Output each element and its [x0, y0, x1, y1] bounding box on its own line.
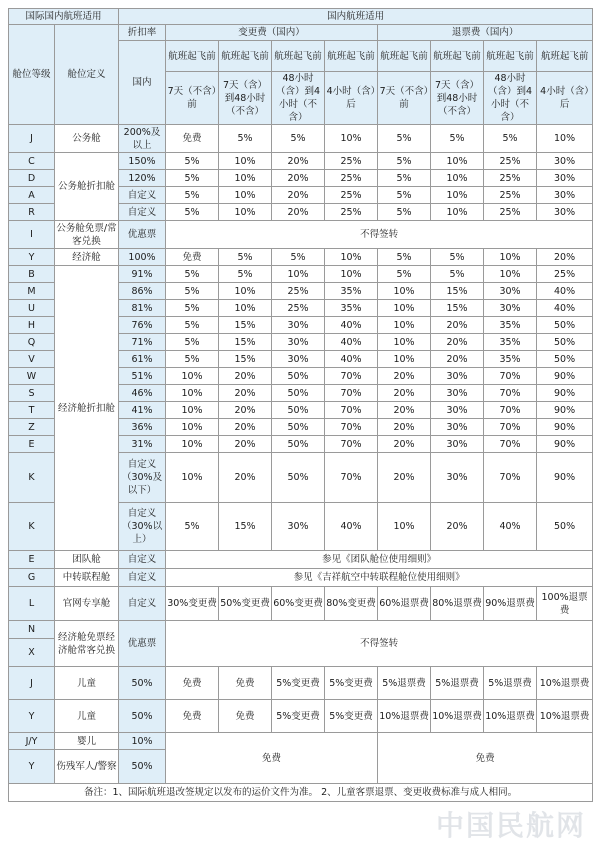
- class-definition: 经济舱免票经济舱常客兑换: [55, 621, 119, 667]
- fee-cell: 90%: [537, 453, 593, 503]
- discount-rate-header: 折扣率: [119, 25, 166, 41]
- fee-cell: 20%: [378, 419, 431, 436]
- fee-cell: 20%: [378, 453, 431, 503]
- fee-cell: 5%: [166, 266, 219, 283]
- fee-cell: 90%: [537, 436, 593, 453]
- fee-cell: 20%: [378, 436, 431, 453]
- fee-cell: 35%: [484, 351, 537, 368]
- period-48h-to-4h: 48小时（含）到4小时（不含）: [484, 72, 537, 125]
- fee-cell: 15%: [219, 317, 272, 334]
- fee-cell: 30%: [431, 385, 484, 402]
- fee-cell: 50%变更费: [219, 587, 272, 621]
- class-definition: 团队舱: [55, 551, 119, 569]
- fee-cell: 30%: [272, 351, 325, 368]
- fee-cell: 25%: [272, 300, 325, 317]
- fee-cell: 50%: [272, 436, 325, 453]
- before-departure-label: 航班起飞前: [378, 41, 431, 72]
- discount-rate: 31%: [119, 436, 166, 453]
- class-code: J: [9, 667, 55, 700]
- class-code: W: [9, 368, 55, 385]
- fare-rules-table: [8, 8, 593, 802]
- fee-cell: 60%变更费: [272, 587, 325, 621]
- fee-cell: 20%: [431, 351, 484, 368]
- discount-rate: 自定义: [119, 204, 166, 221]
- fee-cell: 30%: [537, 153, 593, 170]
- fee-cell: 20%: [378, 385, 431, 402]
- class-code: J/Y: [9, 733, 55, 750]
- period-48h-to-4h: 48小时（含）到4小时（不含）: [272, 72, 325, 125]
- fee-cell: 70%: [484, 419, 537, 436]
- fee-cell: 40%: [537, 300, 593, 317]
- fee-cell: 20%: [272, 153, 325, 170]
- fee-cell: 5%: [272, 249, 325, 266]
- discount-rate: 100%: [119, 249, 166, 266]
- fee-cell: 30%: [431, 402, 484, 419]
- discount-rate: 81%: [119, 300, 166, 317]
- period-7days-plus: 7天（不含）前: [378, 72, 431, 125]
- fee-cell: 5%: [272, 125, 325, 153]
- fee-cell: 100%退票费: [537, 587, 593, 621]
- fee-cell: 15%: [219, 334, 272, 351]
- fee-cell: 5%: [378, 266, 431, 283]
- discount-rate: 50%: [119, 667, 166, 700]
- fee-cell: 25%: [484, 170, 537, 187]
- class-definition: 儿童: [55, 700, 119, 733]
- discount-rate: 86%: [119, 283, 166, 300]
- group-rules-reference: 参见《团队舱位使用细则》: [166, 551, 593, 569]
- fee-cell: 70%: [484, 436, 537, 453]
- fee-cell: 20%: [219, 385, 272, 402]
- fee-cell: 10%: [431, 153, 484, 170]
- fee-cell: 10%: [219, 283, 272, 300]
- before-departure-label: 航班起飞前: [272, 41, 325, 72]
- class-definition: 官网专享舱: [55, 587, 119, 621]
- fee-cell: 5%: [166, 317, 219, 334]
- class-code-header: 舱位等级: [9, 25, 55, 125]
- fee-cell: 20%: [219, 453, 272, 503]
- fee-cell: 10%: [325, 249, 378, 266]
- fee-cell: 25%: [537, 266, 593, 283]
- fee-cell: 10%: [325, 125, 378, 153]
- fee-cell: 50%: [537, 503, 593, 551]
- class-definition-header: 舱位定义: [55, 25, 119, 125]
- before-departure-label: 航班起飞前: [166, 41, 219, 72]
- fee-cell: 免费: [219, 667, 272, 700]
- fee-cell: 10%: [166, 419, 219, 436]
- before-departure-label: 航班起飞前: [537, 41, 593, 72]
- fee-cell: 30%: [272, 317, 325, 334]
- fee-cell: 50%: [272, 453, 325, 503]
- period-4h-after: 4小时（含）后: [325, 72, 378, 125]
- fee-cell: 25%: [325, 204, 378, 221]
- fee-cell: 5%: [166, 300, 219, 317]
- fee-cell: 60%退票费: [378, 587, 431, 621]
- class-definition: 婴儿: [55, 733, 119, 750]
- fee-cell: 90%: [537, 402, 593, 419]
- class-definition: 伤残军人/警察: [55, 750, 119, 784]
- class-code: E: [9, 436, 55, 453]
- fee-cell: 40%: [537, 283, 593, 300]
- fee-cell: 5%变更费: [325, 667, 378, 700]
- discount-rate: 自定义（30%及以下）: [119, 453, 166, 503]
- fee-cell: 5%: [166, 283, 219, 300]
- fee-cell: 25%: [325, 187, 378, 204]
- change-free-text: 免费: [166, 733, 378, 784]
- fee-cell: 免费: [166, 667, 219, 700]
- fee-cell: 5%: [166, 170, 219, 187]
- discount-rate: 50%: [119, 700, 166, 733]
- fee-cell: 5%: [378, 170, 431, 187]
- class-definition: 公务舱折扣舱: [55, 153, 119, 221]
- fee-cell: 20%: [219, 402, 272, 419]
- fee-cell: 20%: [219, 419, 272, 436]
- fee-cell: 10%退票费: [378, 700, 431, 733]
- class-code: X: [9, 639, 55, 667]
- class-code: K: [9, 503, 55, 551]
- fee-cell: 90%: [537, 419, 593, 436]
- class-definition: 公务舱免票/常客兑换: [56, 222, 117, 247]
- fee-cell: 20%: [272, 170, 325, 187]
- fee-cell: 25%: [325, 153, 378, 170]
- fee-cell: 50%: [537, 351, 593, 368]
- fee-cell: 80%变更费: [325, 587, 378, 621]
- class-code: I: [9, 221, 55, 249]
- class-code: J: [9, 125, 55, 153]
- fee-cell: 10%退票费: [431, 700, 484, 733]
- fee-cell: 80%退票费: [431, 587, 484, 621]
- fee-cell: 5%: [378, 125, 431, 153]
- fee-cell: 5%变更费: [325, 700, 378, 733]
- class-code: M: [9, 283, 55, 300]
- fee-cell: 10%: [219, 153, 272, 170]
- discount-rate: 自定义: [119, 187, 166, 204]
- class-code: Z: [9, 419, 55, 436]
- fee-cell: 70%: [325, 368, 378, 385]
- fee-cell: 5%: [166, 503, 219, 551]
- fee-cell: 10%: [219, 300, 272, 317]
- fee-cell: 20%: [219, 436, 272, 453]
- fee-cell: 90%: [537, 368, 593, 385]
- fee-cell: 免费: [166, 125, 219, 153]
- discount-rate: 120%: [119, 170, 166, 187]
- fee-cell: 50%: [272, 368, 325, 385]
- fee-cell: 70%: [325, 436, 378, 453]
- class-definition: 经济舱: [55, 249, 119, 266]
- fee-cell: 10%: [219, 187, 272, 204]
- before-departure-label: 航班起飞前: [325, 41, 378, 72]
- fee-cell: 5%: [378, 187, 431, 204]
- fee-cell: 25%: [484, 187, 537, 204]
- period-7days-to-48h: 7天（含）到48小时（不含）: [219, 72, 272, 125]
- fee-cell: 30%: [484, 283, 537, 300]
- fee-cell: 免费: [166, 249, 219, 266]
- fee-cell: 30%: [431, 368, 484, 385]
- discount-rate: 200%及以上: [119, 125, 166, 153]
- class-code: U: [9, 300, 55, 317]
- class-code: G: [9, 569, 55, 587]
- fee-cell: 10%: [219, 170, 272, 187]
- class-definition: 经济舱折扣舱: [55, 266, 119, 551]
- fee-cell: 20%: [219, 368, 272, 385]
- fee-cell: 5%: [166, 351, 219, 368]
- fee-cell: 20%: [378, 368, 431, 385]
- fee-cell: 10%: [219, 204, 272, 221]
- fee-cell: 70%: [325, 419, 378, 436]
- fee-cell: 10%: [378, 334, 431, 351]
- fee-cell: 30%: [537, 170, 593, 187]
- fee-cell: 30%: [484, 300, 537, 317]
- domestic-applicable-header: 国内航班适用: [119, 9, 593, 25]
- class-code: Q: [9, 334, 55, 351]
- class-code: C: [9, 153, 55, 170]
- fee-cell: 40%: [325, 317, 378, 334]
- fee-cell: 10%: [166, 453, 219, 503]
- fee-cell: 免费: [166, 700, 219, 733]
- fee-cell: 10%: [431, 187, 484, 204]
- fee-cell: 10%: [484, 266, 537, 283]
- class-code: V: [9, 351, 55, 368]
- fee-cell: 5%退票费: [484, 667, 537, 700]
- class-code: H: [9, 317, 55, 334]
- fee-cell: 5%: [219, 249, 272, 266]
- fee-cell: 5%: [219, 125, 272, 153]
- period-7days-plus: 7天（不含）前: [166, 72, 219, 125]
- discount-rate: 61%: [119, 351, 166, 368]
- fee-cell: 30%: [537, 187, 593, 204]
- fee-cell: 25%: [484, 153, 537, 170]
- fee-cell: 20%: [378, 402, 431, 419]
- fee-cell: 70%: [484, 368, 537, 385]
- fee-cell: 10%: [166, 385, 219, 402]
- watermark-logo: 中国民航网: [435, 809, 586, 842]
- fee-cell: 70%: [325, 402, 378, 419]
- discount-rate: 51%: [119, 368, 166, 385]
- fee-cell: 35%: [484, 334, 537, 351]
- fee-cell: 40%: [484, 503, 537, 551]
- fee-cell: 10%退票费: [484, 700, 537, 733]
- fee-cell: 5%: [166, 334, 219, 351]
- fee-cell: 70%: [484, 385, 537, 402]
- fee-cell: 90%: [537, 385, 593, 402]
- class-code: K: [9, 453, 55, 503]
- period-7days-to-48h: 7天（含）到48小时（不含）: [431, 72, 484, 125]
- fee-cell: 70%: [484, 453, 537, 503]
- discount-rate: 优惠票: [119, 621, 166, 667]
- fee-cell: 10%: [166, 368, 219, 385]
- fee-cell: 5%退票费: [431, 667, 484, 700]
- fee-cell: 5%: [431, 266, 484, 283]
- fee-cell: 50%: [272, 402, 325, 419]
- class-code: L: [9, 587, 55, 621]
- fee-cell: 30%: [431, 453, 484, 503]
- class-code: A: [9, 187, 55, 204]
- fee-cell: 20%: [431, 503, 484, 551]
- period-4h-after: 4小时（含）后: [537, 72, 593, 125]
- fee-cell: 5%: [484, 125, 537, 153]
- class-code: Y: [9, 700, 55, 733]
- fee-cell: 免费: [219, 700, 272, 733]
- discount-rate: 150%: [119, 153, 166, 170]
- discount-rate: 自定义: [119, 569, 166, 587]
- domestic-label: 国内: [119, 41, 166, 125]
- discount-rate: 自定义: [119, 551, 166, 569]
- fee-cell: 5%: [219, 266, 272, 283]
- class-code: B: [9, 266, 55, 283]
- class-code: R: [9, 204, 55, 221]
- fee-cell: 50%: [272, 385, 325, 402]
- fee-cell: 30%: [272, 503, 325, 551]
- discount-rate: 46%: [119, 385, 166, 402]
- class-code: N: [9, 621, 55, 639]
- fee-cell: 10%: [378, 283, 431, 300]
- fee-cell: 10%: [325, 266, 378, 283]
- change-fee-header: 变更费（国内）: [166, 25, 378, 41]
- fee-cell: 5%: [431, 125, 484, 153]
- fee-cell: 10%: [378, 300, 431, 317]
- discount-rate: 自定义（30%以上）: [119, 503, 166, 551]
- class-code: S: [9, 385, 55, 402]
- before-departure-label: 航班起飞前: [484, 41, 537, 72]
- fee-cell: 10%: [431, 170, 484, 187]
- fee-cell: 25%: [325, 170, 378, 187]
- discount-rate: 36%: [119, 419, 166, 436]
- fee-cell: 40%: [325, 351, 378, 368]
- fee-cell: 30%: [431, 419, 484, 436]
- fee-cell: 35%: [325, 300, 378, 317]
- before-departure-label: 航班起飞前: [219, 41, 272, 72]
- fee-cell: 25%: [484, 204, 537, 221]
- class-code: T: [9, 402, 55, 419]
- class-code: D: [9, 170, 55, 187]
- fee-cell: 50%: [272, 419, 325, 436]
- no-endorsement-text: 不得签转: [166, 221, 593, 249]
- fee-cell: 15%: [431, 283, 484, 300]
- fee-cell: 15%: [219, 503, 272, 551]
- refund-free-text: 免费: [378, 733, 593, 784]
- discount-rate: 自定义: [119, 587, 166, 621]
- fee-cell: 20%: [431, 334, 484, 351]
- fee-cell: 70%: [325, 385, 378, 402]
- fee-cell: 30%: [537, 204, 593, 221]
- fee-cell: 30%: [272, 334, 325, 351]
- fee-cell: 35%: [484, 317, 537, 334]
- transfer-rules-reference: 参见《吉祥航空中转联程舱位使用细则》: [166, 569, 593, 587]
- fee-cell: 30%变更费: [166, 587, 219, 621]
- fee-cell: 5%变更费: [272, 700, 325, 733]
- fee-cell: 10%: [484, 249, 537, 266]
- fee-cell: 10%: [166, 402, 219, 419]
- fee-cell: 10%: [272, 266, 325, 283]
- fee-cell: 10%: [166, 436, 219, 453]
- fee-cell: 20%: [537, 249, 593, 266]
- discount-rate: 优惠票: [119, 221, 166, 249]
- discount-rate: 76%: [119, 317, 166, 334]
- fee-cell: 5%: [378, 249, 431, 266]
- intl-applicable-header: 国际国内航班适用: [9, 9, 119, 25]
- fee-cell: 5%: [378, 204, 431, 221]
- fee-cell: 70%: [484, 402, 537, 419]
- footnote: 备注：1、国际航班退改签规定以发布的运价文件为准。 2、儿童客票退票、变更收费标准与成人相同。: [9, 784, 593, 802]
- discount-rate: 91%: [119, 266, 166, 283]
- before-departure-label: 航班起飞前: [431, 41, 484, 72]
- fee-cell: 10%退票费: [537, 700, 593, 733]
- fee-cell: 15%: [431, 300, 484, 317]
- fee-cell: 90%退票费: [484, 587, 537, 621]
- fee-cell: 10%: [537, 125, 593, 153]
- class-code: Y: [9, 249, 55, 266]
- class-definition: 中转联程舱: [55, 569, 119, 587]
- fee-cell: 50%: [537, 334, 593, 351]
- fee-cell: 10%: [378, 317, 431, 334]
- fee-cell: 5%: [378, 153, 431, 170]
- class-code: Y: [9, 750, 55, 784]
- fee-cell: 10%退票费: [537, 667, 593, 700]
- fee-cell: 5%: [166, 204, 219, 221]
- fee-cell: 70%: [325, 453, 378, 503]
- fee-cell: 10%: [378, 351, 431, 368]
- discount-rate: 50%: [119, 750, 166, 784]
- fee-cell: 30%: [431, 436, 484, 453]
- fee-cell: 25%: [272, 283, 325, 300]
- fee-cell: 50%: [537, 317, 593, 334]
- class-definition: 公务舱: [55, 125, 119, 153]
- fee-cell: 35%: [325, 283, 378, 300]
- discount-rate: 10%: [119, 733, 166, 750]
- fee-cell: 40%: [325, 334, 378, 351]
- fee-cell: 20%: [272, 204, 325, 221]
- fee-cell: 10%: [431, 204, 484, 221]
- no-endorsement-text: 不得签转: [166, 621, 593, 667]
- fee-cell: 5%: [431, 249, 484, 266]
- discount-rate: 41%: [119, 402, 166, 419]
- class-code: E: [9, 551, 55, 569]
- fee-cell: 15%: [219, 351, 272, 368]
- fee-cell: 20%: [431, 317, 484, 334]
- fee-cell: 10%: [378, 503, 431, 551]
- discount-rate: 71%: [119, 334, 166, 351]
- refund-fee-header: 退票费（国内）: [378, 25, 593, 41]
- fee-cell: 20%: [272, 187, 325, 204]
- class-definition: 儿童: [55, 667, 119, 700]
- fee-cell: 5%: [166, 153, 219, 170]
- fee-cell: 40%: [325, 503, 378, 551]
- fee-cell: 5%退票费: [378, 667, 431, 700]
- fee-cell: 5%: [166, 187, 219, 204]
- fee-cell: 5%变更费: [272, 667, 325, 700]
